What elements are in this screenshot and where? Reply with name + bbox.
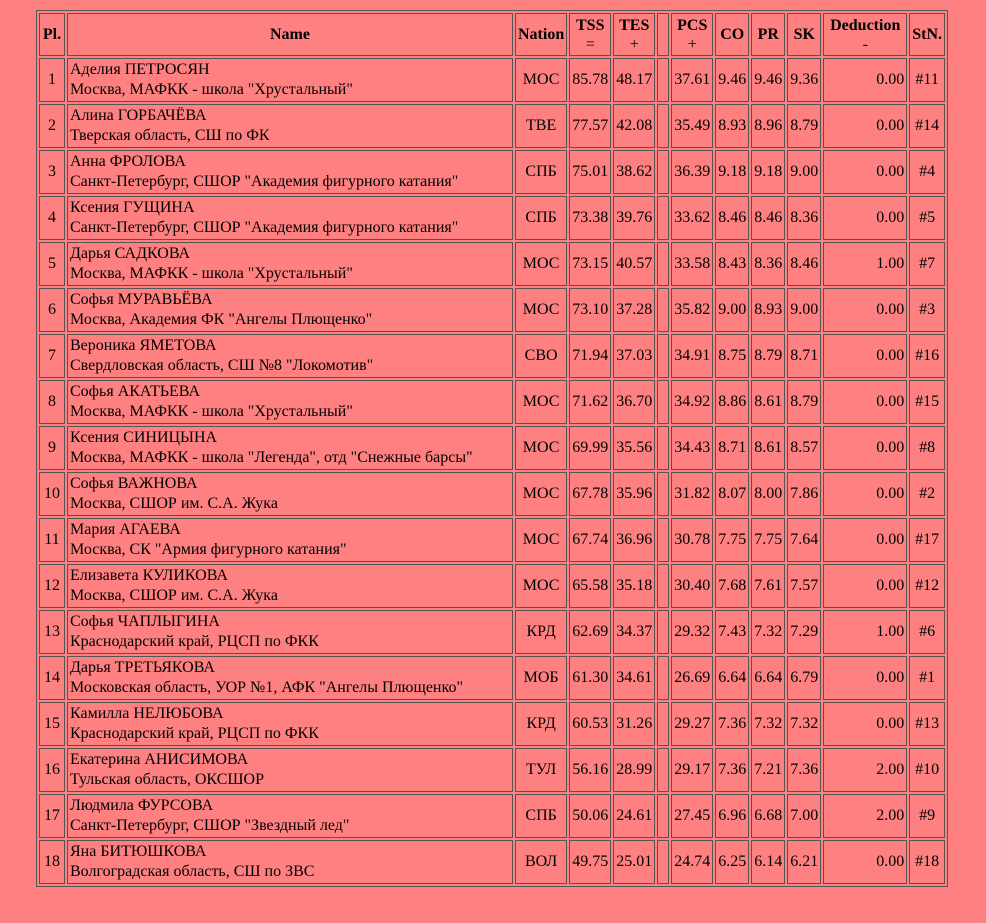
skater-cell (67, 794, 513, 838)
skater-club: Москва, МАФКК - школа "Хрустальный" (70, 403, 353, 420)
header-name: Name (67, 13, 513, 56)
skater-club: Тверская область, СШ по ФК (70, 127, 270, 144)
co-cell: 7.43 (715, 610, 749, 654)
table-row (39, 58, 945, 102)
pr-cell: 7.61 (751, 564, 785, 608)
pcs-cell: 30.78 (671, 518, 713, 562)
deduction-cell: 0.00 (823, 702, 907, 746)
skater-cell (67, 196, 513, 240)
tss-cell: 73.38 (569, 196, 611, 240)
place-cell: 15 (39, 702, 65, 746)
spacer-cell (657, 242, 669, 286)
table-row (39, 610, 945, 654)
start-number-cell: #12 (909, 564, 945, 608)
start-number-cell: #18 (909, 840, 945, 884)
skater-cell (67, 334, 513, 378)
deduction-cell: 0.00 (823, 840, 907, 884)
nation-cell: МОС (515, 380, 567, 424)
tss-cell: 69.99 (569, 426, 611, 470)
tss-cell: 67.78 (569, 472, 611, 516)
tes-cell: 25.01 (613, 840, 655, 884)
spacer-cell (657, 610, 669, 654)
nation-cell: ТУЛ (515, 748, 567, 792)
skater-club: Москва, СК "Армия фигурного катания" (70, 541, 347, 558)
sk-cell: 8.71 (787, 334, 821, 378)
co-cell: 6.96 (715, 794, 749, 838)
start-number-cell: #16 (909, 334, 945, 378)
table-row (39, 380, 945, 424)
tss-cell: 85.78 (569, 58, 611, 102)
skater-name: Софья МУРАВЬЁВА (70, 291, 213, 308)
skater-name: Мария АГАЕВА (70, 521, 181, 538)
co-cell: 8.86 (715, 380, 749, 424)
spacer-cell (657, 288, 669, 332)
deduction-cell: 0.00 (823, 426, 907, 470)
skater-cell (67, 426, 513, 470)
pcs-cell: 27.45 (671, 794, 713, 838)
deduction-cell: 1.00 (823, 242, 907, 286)
co-cell: 9.00 (715, 288, 749, 332)
skater-club: Свердловская область, СШ №8 "Локомотив" (70, 357, 374, 374)
start-number-cell: #5 (909, 196, 945, 240)
spacer-cell (657, 104, 669, 148)
tes-cell: 35.96 (613, 472, 655, 516)
pr-cell: 8.00 (751, 472, 785, 516)
pr-cell: 8.96 (751, 104, 785, 148)
co-cell: 8.07 (715, 472, 749, 516)
nation-cell: СПБ (515, 196, 567, 240)
tes-cell: 35.56 (613, 426, 655, 470)
header-deduction (823, 13, 907, 56)
pcs-cell: 34.91 (671, 334, 713, 378)
nation-cell: МОС (515, 472, 567, 516)
table-row (39, 334, 945, 378)
start-number-cell: #4 (909, 150, 945, 194)
skater-cell (67, 150, 513, 194)
spacer-cell (657, 840, 669, 884)
tss-cell: 61.30 (569, 656, 611, 700)
table-row (39, 288, 945, 332)
place-cell: 16 (39, 748, 65, 792)
tes-cell: 36.96 (613, 518, 655, 562)
pcs-cell: 31.82 (671, 472, 713, 516)
sk-cell: 7.36 (787, 748, 821, 792)
place-cell: 10 (39, 472, 65, 516)
deduction-cell: 1.00 (823, 610, 907, 654)
tes-cell: 48.17 (613, 58, 655, 102)
skater-cell (67, 472, 513, 516)
place-cell: 18 (39, 840, 65, 884)
pr-cell: 7.75 (751, 518, 785, 562)
skater-club: Санкт-Петербург, СШОР "Академия фигурного катания" (70, 173, 459, 190)
place-cell: 9 (39, 426, 65, 470)
pcs-cell: 34.92 (671, 380, 713, 424)
tss-cell: 73.10 (569, 288, 611, 332)
results-table (36, 10, 948, 887)
tes-cell: 42.08 (613, 104, 655, 148)
spacer-cell (657, 794, 669, 838)
co-cell: 7.36 (715, 702, 749, 746)
co-cell: 8.93 (715, 104, 749, 148)
skater-club: Москва, СШОР им. С.А. Жука (70, 495, 278, 512)
spacer-cell (657, 518, 669, 562)
place-cell: 4 (39, 196, 65, 240)
tss-cell: 65.58 (569, 564, 611, 608)
header-pcs-sign: + (687, 35, 697, 53)
header-pr: PR (751, 13, 785, 56)
skater-cell (67, 656, 513, 700)
place-cell: 7 (39, 334, 65, 378)
tss-cell: 77.57 (569, 104, 611, 148)
skater-name: Софья ЧАПЛЫГИНА (70, 613, 220, 630)
table-row (39, 426, 945, 470)
skater-club: Москва, МАФКК - школа "Хрустальный" (70, 81, 353, 98)
skater-cell (67, 748, 513, 792)
co-cell: 6.25 (715, 840, 749, 884)
pr-cell: 8.36 (751, 242, 785, 286)
spacer-cell (657, 150, 669, 194)
header-tes-label: TES (619, 16, 650, 34)
pr-cell: 9.46 (751, 58, 785, 102)
tes-cell: 34.61 (613, 656, 655, 700)
skater-name: Яна БИТЮШКОВА (70, 843, 207, 860)
deduction-cell: 0.00 (823, 288, 907, 332)
pcs-cell: 29.27 (671, 702, 713, 746)
spacer-cell (657, 426, 669, 470)
tss-cell: 62.69 (569, 610, 611, 654)
deduction-cell: 0.00 (823, 518, 907, 562)
tss-cell: 50.06 (569, 794, 611, 838)
header-co: CO (715, 13, 749, 56)
place-cell: 11 (39, 518, 65, 562)
deduction-cell: 0.00 (823, 380, 907, 424)
table-row (39, 150, 945, 194)
spacer-cell (657, 380, 669, 424)
nation-cell: МОБ (515, 656, 567, 700)
spacer-cell (657, 748, 669, 792)
spacer-cell (657, 196, 669, 240)
tss-cell: 71.94 (569, 334, 611, 378)
pr-cell: 8.93 (751, 288, 785, 332)
pcs-cell: 34.43 (671, 426, 713, 470)
co-cell: 8.43 (715, 242, 749, 286)
nation-cell: МОС (515, 288, 567, 332)
skater-cell (67, 380, 513, 424)
skater-club: Москва, МАФКК - школа "Хрустальный" (70, 265, 353, 282)
start-number-cell: #3 (909, 288, 945, 332)
place-cell: 13 (39, 610, 65, 654)
sk-cell: 9.36 (787, 58, 821, 102)
tes-cell: 39.76 (613, 196, 655, 240)
pr-cell: 6.68 (751, 794, 785, 838)
pcs-cell: 33.58 (671, 242, 713, 286)
skater-club: Москва, СШОР им. С.А. Жука (70, 587, 278, 604)
header-deduction-label: Deduction (830, 16, 901, 34)
start-number-cell: #17 (909, 518, 945, 562)
deduction-cell: 0.00 (823, 472, 907, 516)
tss-cell: 73.15 (569, 242, 611, 286)
start-number-cell: #15 (909, 380, 945, 424)
deduction-cell: 0.00 (823, 656, 907, 700)
skater-club: Санкт-Петербург, СШОР "Звездный лед" (70, 817, 350, 834)
results-body (39, 58, 945, 884)
tes-cell: 28.99 (613, 748, 655, 792)
place-cell: 1 (39, 58, 65, 102)
skater-club: Краснодарский край, РЦСП по ФКК (70, 633, 319, 650)
skater-cell (67, 840, 513, 884)
sk-cell: 7.32 (787, 702, 821, 746)
skater-name: Людмила ФУРСОВА (70, 797, 214, 814)
tss-cell: 56.16 (569, 748, 611, 792)
tss-cell: 67.74 (569, 518, 611, 562)
pr-cell: 7.32 (751, 610, 785, 654)
tss-cell: 49.75 (569, 840, 611, 884)
tss-cell: 71.62 (569, 380, 611, 424)
tes-cell: 24.61 (613, 794, 655, 838)
sk-cell: 8.79 (787, 104, 821, 148)
skater-name: Дарья САДКОВА (70, 245, 191, 262)
pcs-cell: 29.17 (671, 748, 713, 792)
header-pcs-label: PCS (677, 16, 708, 34)
skater-cell (67, 104, 513, 148)
skater-cell (67, 564, 513, 608)
skater-club: Московская область, УОР №1, АФК "Ангелы Плющенко" (70, 679, 463, 696)
skater-club: Волгоградская область, СШ по ЗВС (70, 863, 315, 880)
deduction-cell: 0.00 (823, 104, 907, 148)
table-row (39, 748, 945, 792)
sk-cell: 9.00 (787, 150, 821, 194)
header-pcs (671, 13, 713, 56)
tes-cell: 37.03 (613, 334, 655, 378)
place-cell: 8 (39, 380, 65, 424)
skater-cell (67, 610, 513, 654)
sk-cell: 8.36 (787, 196, 821, 240)
tss-cell: 60.53 (569, 702, 611, 746)
start-number-cell: #2 (909, 472, 945, 516)
skater-name: Анна ФРОЛОВА (70, 153, 186, 170)
pcs-cell: 35.49 (671, 104, 713, 148)
nation-cell: ВОЛ (515, 840, 567, 884)
deduction-cell: 0.00 (823, 564, 907, 608)
pr-cell: 7.21 (751, 748, 785, 792)
table-row (39, 840, 945, 884)
skater-name: Вероника ЯМЕТОВА (70, 337, 217, 354)
deduction-cell: 2.00 (823, 794, 907, 838)
spacer-cell (657, 58, 669, 102)
sk-cell: 9.00 (787, 288, 821, 332)
spacer-cell (657, 334, 669, 378)
start-number-cell: #13 (909, 702, 945, 746)
place-cell: 3 (39, 150, 65, 194)
co-cell: 8.75 (715, 334, 749, 378)
header-row (39, 13, 945, 56)
co-cell: 7.36 (715, 748, 749, 792)
deduction-cell: 0.00 (823, 58, 907, 102)
header-tes-sign: + (629, 35, 639, 53)
pr-cell: 8.79 (751, 334, 785, 378)
place-cell: 6 (39, 288, 65, 332)
deduction-cell: 2.00 (823, 748, 907, 792)
header-sk: SK (787, 13, 821, 56)
skater-name: Ксения СИНИЦЫНА (70, 429, 218, 446)
place-cell: 5 (39, 242, 65, 286)
header-deduction-sign: - (862, 35, 868, 53)
header-tes (613, 13, 655, 56)
table-row (39, 656, 945, 700)
pcs-cell: 29.32 (671, 610, 713, 654)
pr-cell: 6.64 (751, 656, 785, 700)
sk-cell: 8.79 (787, 380, 821, 424)
table-row (39, 472, 945, 516)
tes-cell: 38.62 (613, 150, 655, 194)
table-row (39, 564, 945, 608)
co-cell: 7.68 (715, 564, 749, 608)
pcs-cell: 33.62 (671, 196, 713, 240)
spacer-cell (657, 702, 669, 746)
nation-cell: МОС (515, 242, 567, 286)
pr-cell: 8.61 (751, 380, 785, 424)
spacer-cell (657, 472, 669, 516)
table-row (39, 242, 945, 286)
skater-club: Краснодарский край, РЦСП по ФКК (70, 725, 319, 742)
co-cell: 9.18 (715, 150, 749, 194)
nation-cell: МОС (515, 426, 567, 470)
skater-name: Камилла НЕЛЮБОВА (70, 705, 224, 722)
skater-name: Софья АКАТЬЕВА (70, 383, 201, 400)
start-number-cell: #7 (909, 242, 945, 286)
place-cell: 2 (39, 104, 65, 148)
skater-club: Москва, МАФКК - школа "Легенда", отд "Снежные барсы" (70, 449, 473, 466)
pr-cell: 9.18 (751, 150, 785, 194)
start-number-cell: #11 (909, 58, 945, 102)
skater-name: Екатерина АНИСИМОВА (70, 751, 249, 768)
skater-name: Ксения ГУЩИНА (70, 199, 195, 216)
co-cell: 8.46 (715, 196, 749, 240)
skater-club: Москва, Академия ФК "Ангелы Плющенко" (70, 311, 373, 328)
table-row (39, 104, 945, 148)
sk-cell: 8.46 (787, 242, 821, 286)
tes-cell: 34.37 (613, 610, 655, 654)
start-number-cell: #9 (909, 794, 945, 838)
tes-cell: 36.70 (613, 380, 655, 424)
pcs-cell: 24.74 (671, 840, 713, 884)
skater-cell (67, 242, 513, 286)
header-tss (569, 13, 611, 56)
sk-cell: 7.86 (787, 472, 821, 516)
co-cell: 9.46 (715, 58, 749, 102)
nation-cell: СПБ (515, 794, 567, 838)
place-cell: 17 (39, 794, 65, 838)
header-nation: Nation (515, 13, 567, 56)
table-row (39, 794, 945, 838)
skater-name: Софья ВАЖНОВА (70, 475, 198, 492)
spacer-cell (657, 656, 669, 700)
header-tss-sign: = (585, 35, 595, 53)
place-cell: 14 (39, 656, 65, 700)
sk-cell: 6.79 (787, 656, 821, 700)
nation-cell: СВО (515, 334, 567, 378)
header-start-number: StN. (909, 13, 945, 56)
nation-cell: КРД (515, 610, 567, 654)
tes-cell: 40.57 (613, 242, 655, 286)
spacer-cell (657, 564, 669, 608)
tes-cell: 31.26 (613, 702, 655, 746)
skater-club: Санкт-Петербург, СШОР "Академия фигурного катания" (70, 219, 459, 236)
deduction-cell: 0.00 (823, 196, 907, 240)
pr-cell: 8.46 (751, 196, 785, 240)
co-cell: 6.64 (715, 656, 749, 700)
sk-cell: 8.57 (787, 426, 821, 470)
tss-cell: 75.01 (569, 150, 611, 194)
sk-cell: 6.21 (787, 840, 821, 884)
nation-cell: СПБ (515, 150, 567, 194)
co-cell: 8.71 (715, 426, 749, 470)
start-number-cell: #14 (909, 104, 945, 148)
header-tss-label: TSS (576, 16, 605, 34)
nation-cell: МОС (515, 564, 567, 608)
sk-cell: 7.00 (787, 794, 821, 838)
header-spacer (657, 13, 669, 56)
skater-cell (67, 58, 513, 102)
pcs-cell: 35.82 (671, 288, 713, 332)
table-row (39, 702, 945, 746)
skater-name: Алина ГОРБАЧЁВА (70, 107, 207, 124)
sk-cell: 7.57 (787, 564, 821, 608)
start-number-cell: #8 (909, 426, 945, 470)
co-cell: 7.75 (715, 518, 749, 562)
nation-cell: КРД (515, 702, 567, 746)
start-number-cell: #10 (909, 748, 945, 792)
start-number-cell: #1 (909, 656, 945, 700)
pcs-cell: 26.69 (671, 656, 713, 700)
skater-cell (67, 518, 513, 562)
skater-cell (67, 288, 513, 332)
table-row (39, 196, 945, 240)
start-number-cell: #6 (909, 610, 945, 654)
nation-cell: МОС (515, 518, 567, 562)
skater-club: Тульская область, ОКСШОР (70, 771, 264, 788)
skater-name: Елизавета КУЛИКОВА (70, 567, 228, 584)
pcs-cell: 30.40 (671, 564, 713, 608)
tes-cell: 35.18 (613, 564, 655, 608)
tes-cell: 37.28 (613, 288, 655, 332)
skater-cell (67, 702, 513, 746)
skater-name: Аделия ПЕТРОСЯН (70, 61, 210, 78)
pr-cell: 6.14 (751, 840, 785, 884)
deduction-cell: 0.00 (823, 150, 907, 194)
pcs-cell: 36.39 (671, 150, 713, 194)
skater-name: Дарья ТРЕТЬЯКОВА (70, 659, 215, 676)
nation-cell: МОС (515, 58, 567, 102)
sk-cell: 7.64 (787, 518, 821, 562)
pr-cell: 8.61 (751, 426, 785, 470)
nation-cell: ТВЕ (515, 104, 567, 148)
table-row (39, 518, 945, 562)
header-place: Pl. (39, 13, 65, 56)
pr-cell: 7.32 (751, 702, 785, 746)
sk-cell: 7.29 (787, 610, 821, 654)
place-cell: 12 (39, 564, 65, 608)
pcs-cell: 37.61 (671, 58, 713, 102)
deduction-cell: 0.00 (823, 334, 907, 378)
